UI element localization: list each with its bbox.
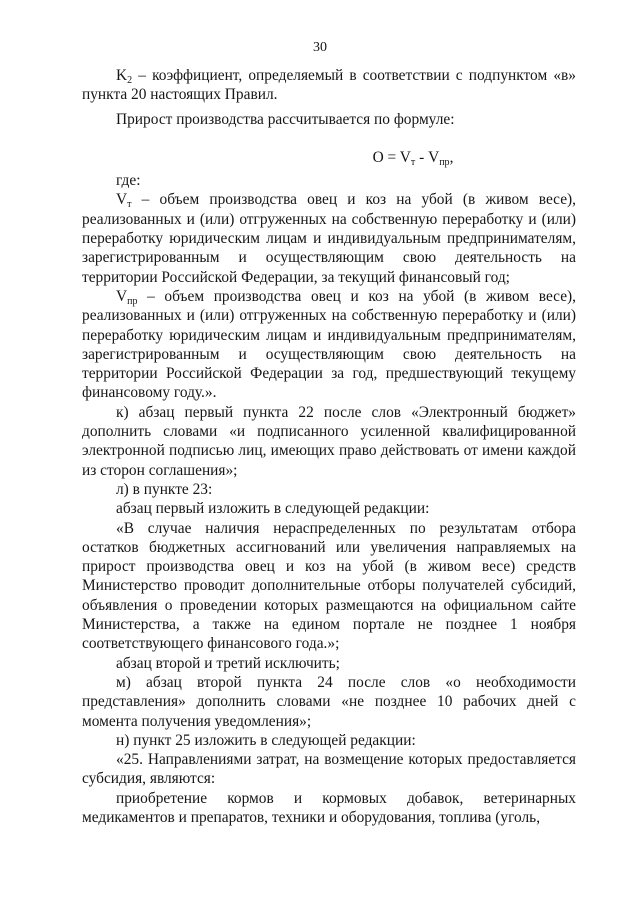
vt-text: – объем производства овец и коз на убой (в живом весе), реализованных и (или) отгруженных на собственную переработку и (или) переработку юридическим лицам и индивидуальным предпринимателям, зарегистрированным и осуществляющим свою деятельность на территории Российской Федерации, за текущий финансовый год; (82, 191, 576, 286)
quote-point-23: «В случае наличия нераспределенных по результатам отбора остатков бюджетных ассигнований или увеличения направляемых на прирост производства овец и коз на убой (в живом весе) средств Министерство проводит дополнительные отборы получателей субсидий, объявления о проведении которых размещаются на официальном сайте Министерства, а также на едином портале не позднее 1 ноября соответствующего финансового года.»; (82, 519, 576, 653)
item-l-exclude: абзац второй и третий исключить; (116, 654, 340, 672)
vpr-text: – объем производства овец и коз на убой (в живом весе), реализованных и (или) отгруженных на собственную переработку и (или) переработку юридическим лицам и индивидуальным предпринимателям, зарегистрированным и осуществляющим свою деятельность на территории Российской Федерации за год, предшествующий текущему финансовому году.». (82, 287, 576, 402)
item-n: н) пункт 25 изложить в следующей редакции: (116, 731, 416, 749)
vpr-subscript: пр (127, 295, 138, 307)
item-m: м) абзац второй пункта 24 после слов «о необходимости представления» дополнить словами «не позднее 10 рабочих дней с момента получения уведомления»; (82, 673, 576, 730)
formula (82, 148, 576, 167)
k2-symbol: K (116, 67, 128, 84)
k2-definition (82, 66, 576, 105)
item-l: л) в пункте 23: (116, 480, 213, 498)
k2-text: – коэффициент, определяемый в соответствии с подпунктом «в» пункта 20 настоящих Правил. (82, 67, 576, 104)
quote-point-25: «25. Направлениями затрат, на возмещение которых предоставляется субсидия, являются: (82, 751, 576, 788)
formula-end: , (449, 148, 454, 166)
vt-symbol: V (116, 191, 128, 209)
vt-definition (82, 190, 576, 286)
formula-sub-pr: пр (439, 156, 450, 168)
formula-sub-t: т (410, 156, 416, 168)
vpr-symbol: V (116, 287, 128, 305)
growth-intro: Прирост производства рассчитывается по формуле: (116, 110, 455, 128)
where-label: где: (116, 172, 141, 190)
item-k: к) абзац первый пункта 22 после слов «Электронный бюджет» дополнить словами «и подписанного усиленной квалифицированной электронной подписью лиц, имеющих право действовать от имени каждой из сторон соглашения»; (82, 403, 576, 479)
document-body (82, 66, 576, 827)
page-number: 30 (313, 40, 327, 55)
k2-subscript: 2 (127, 75, 133, 86)
formula-mid: - V (415, 148, 440, 166)
vt-subscript: т (127, 199, 132, 211)
last-paragraph: приобретение кормов и кормовых добавок, ветеринарных медикаментов и препаратов, техники и оборудования, топлива (уголь, (82, 789, 576, 826)
vpr-definition (82, 287, 576, 403)
formula-lhs: O = V (372, 148, 411, 166)
item-l-subparagraph: абзац первый изложить в следующей редакции: (116, 500, 430, 518)
